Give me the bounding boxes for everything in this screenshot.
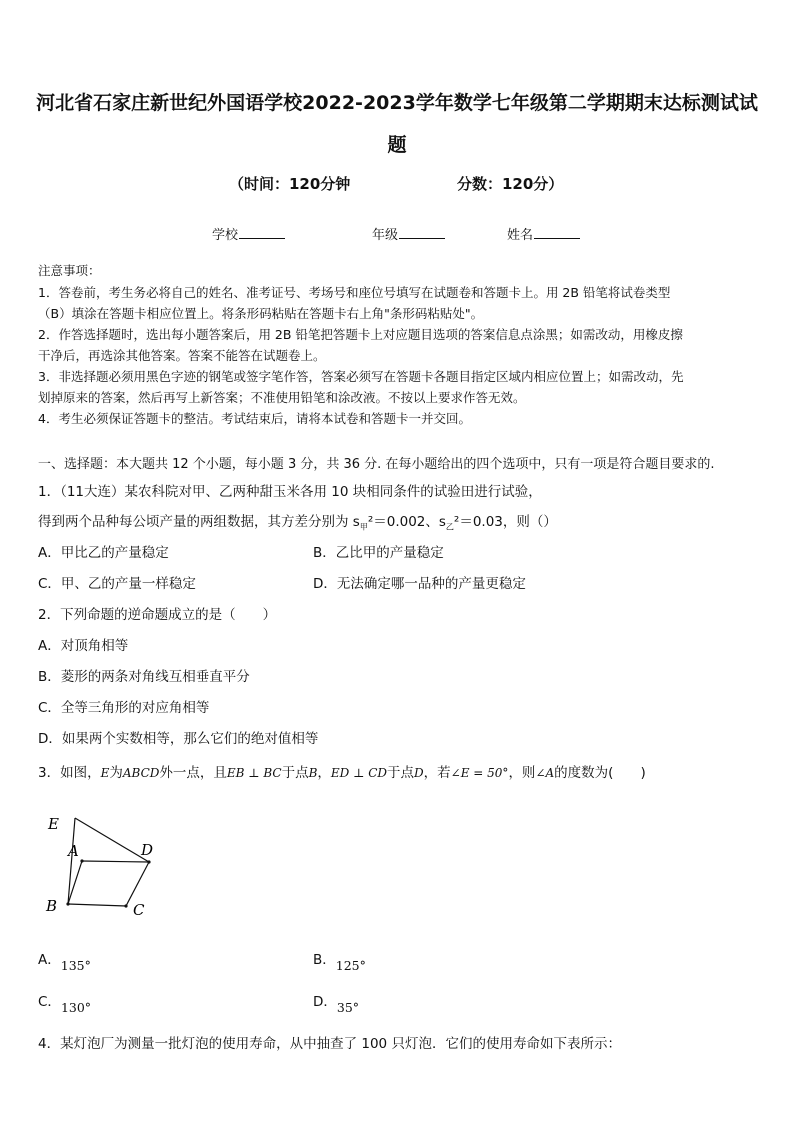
q1-text: 得到两个品种每公顷产量的两组数据，其方差分别为 s xyxy=(38,514,360,530)
q2-option-a: A．对顶角相等 xyxy=(38,638,129,654)
q2-option-d: D．如果两个实数相等，那么它们的绝对值相等 xyxy=(38,731,319,747)
label-e: E xyxy=(48,815,59,833)
grade-field xyxy=(372,224,445,243)
option-letter: B． xyxy=(313,952,336,968)
notice-line: （B）填涂在答题卡相应位置上。将条形码粘贴在答题卡右上角"条形码粘贴处"。 xyxy=(38,306,484,321)
q1-text: ²＝0.002、s xyxy=(367,514,446,530)
notice-line: 1．答卷前，考生务必将自己的姓名、准考证号、考场号和座位号填写在试题卷和答题卡上。用 2B 铅笔将试卷类型 xyxy=(38,285,671,300)
question-3-stem xyxy=(38,761,646,781)
q3-text: 3．如图， xyxy=(38,765,101,781)
q1-option-d: D．无法确定哪一品种的产量更稳定 xyxy=(313,576,526,592)
exam-score: 分数：120分） xyxy=(457,175,564,193)
q3-option-d xyxy=(313,990,360,1015)
label-b: B xyxy=(46,897,58,915)
school-label: 学校 xyxy=(212,228,239,243)
q3-option-b xyxy=(313,948,366,973)
q3-math: ED ⊥ CD xyxy=(330,766,388,780)
notice-line: 干净后，再选涂其他答案。答案不能答在试题卷上。 xyxy=(38,348,326,363)
segment-ad xyxy=(82,861,149,862)
q2-option-c: C．全等三角形的对应角相等 xyxy=(38,700,210,716)
q3-figure xyxy=(40,808,170,923)
label-a: A xyxy=(68,842,79,860)
q1-option-c: C．甲、乙的产量一样稳定 xyxy=(38,576,196,592)
segment-ed xyxy=(75,818,149,862)
q3-math: ABCD xyxy=(122,766,160,780)
q3-math: E xyxy=(100,766,110,780)
q3-math: D xyxy=(414,766,424,780)
grade-label: 年级 xyxy=(372,228,399,243)
section-heading: 一、选择题：本大题共 12 个小题，每小题 3 分，共 36 分. 在每小题给出的四个选项中，只有一项是符合题目要求的. xyxy=(38,457,715,472)
label-d: D xyxy=(141,841,154,859)
q3-option-a xyxy=(38,948,91,973)
q3-text: 于点 xyxy=(281,765,309,781)
option-value: 35° xyxy=(336,1000,360,1015)
q1-text: ²＝0.03，则（） xyxy=(453,514,557,530)
option-value: 135° xyxy=(60,958,91,973)
q3-math: B xyxy=(308,766,318,780)
page-title: 河北省石家庄新世纪外国语学校2022-2023学年数学七年级第二学期期末达标测试试 xyxy=(36,92,758,114)
question-1-line2 xyxy=(38,510,557,533)
school-blank xyxy=(239,226,285,239)
segment-cd xyxy=(126,862,149,906)
exam-time: （时间：120分钟 xyxy=(229,175,351,193)
question-1-line1: 1．（11大连）某农科院对甲、乙两种甜玉米各用 10 块相同条件的试验田进行试验， xyxy=(38,484,542,500)
question-4-stem: 4．某灯泡厂为测量一批灯泡的使用寿命，从中抽查了 100 只灯泡．它们的使用寿命如下表所示： xyxy=(38,1036,621,1052)
option-letter: C． xyxy=(38,994,61,1010)
notice-line: 4．考生必须保证答题卡的整洁。考试结束后，请将本试卷和答题卡一并交回。 xyxy=(38,411,471,426)
option-letter: A． xyxy=(38,952,61,968)
question-2-stem: 2．下列命题的逆命题成立的是（ ） xyxy=(38,607,277,623)
option-value: 130° xyxy=(60,1000,92,1015)
notice-heading: 注意事项： xyxy=(38,263,101,278)
name-blank xyxy=(534,226,580,239)
q1-subscript: 乙 xyxy=(445,522,454,532)
segment-bc xyxy=(68,904,126,906)
notice-line: 2．作答选择题时，选出每小题答案后，用 2B 铅笔把答题卡上对应题目选项的答案信息点涂黑；如需改动，用橡皮擦 xyxy=(38,327,683,342)
notice-line: 划掉原来的答案，然后再写上新答案；不准使用铅笔和涂改液。不按以上要求作答无效。 xyxy=(38,390,526,405)
q3-math: ∠E = 50° xyxy=(450,766,509,780)
notice-block xyxy=(38,265,758,435)
q1-subscript: 甲 xyxy=(359,522,368,532)
notice-line: 3．非选择题必须用黑色字迹的钢笔或签字笔作答，答案必须写在答题卡各题目指定区域内相应位置上；如需改动，先 xyxy=(38,369,684,384)
name-label: 姓名 xyxy=(507,228,534,243)
page-title-continued: 题 xyxy=(387,134,407,156)
q2-option-b: B．菱形的两条对角线互相垂直平分 xyxy=(38,669,250,685)
school-field xyxy=(212,224,285,243)
q3-math: EB ⊥ BC xyxy=(226,766,282,780)
q3-text: 为 xyxy=(109,765,123,781)
option-letter: D． xyxy=(313,994,337,1010)
q3-text: 的度数为( ) xyxy=(554,765,646,781)
q3-text: 外一点，且 xyxy=(159,765,227,781)
q3-text: ，若 xyxy=(423,765,451,781)
label-c: C xyxy=(133,901,145,919)
q3-text: ， xyxy=(317,765,331,781)
name-field xyxy=(507,224,580,243)
q3-text: ，则 xyxy=(508,765,536,781)
q1-option-a: A．甲比乙的产量稳定 xyxy=(38,545,169,561)
grade-blank xyxy=(399,226,445,239)
q3-math: ∠A xyxy=(535,766,555,780)
q3-option-c xyxy=(38,990,92,1015)
option-value: 125° xyxy=(335,958,366,973)
segment-eb xyxy=(68,818,75,904)
q1-option-b: B．乙比甲的产量稳定 xyxy=(313,545,444,561)
q3-text: 于点 xyxy=(387,765,415,781)
